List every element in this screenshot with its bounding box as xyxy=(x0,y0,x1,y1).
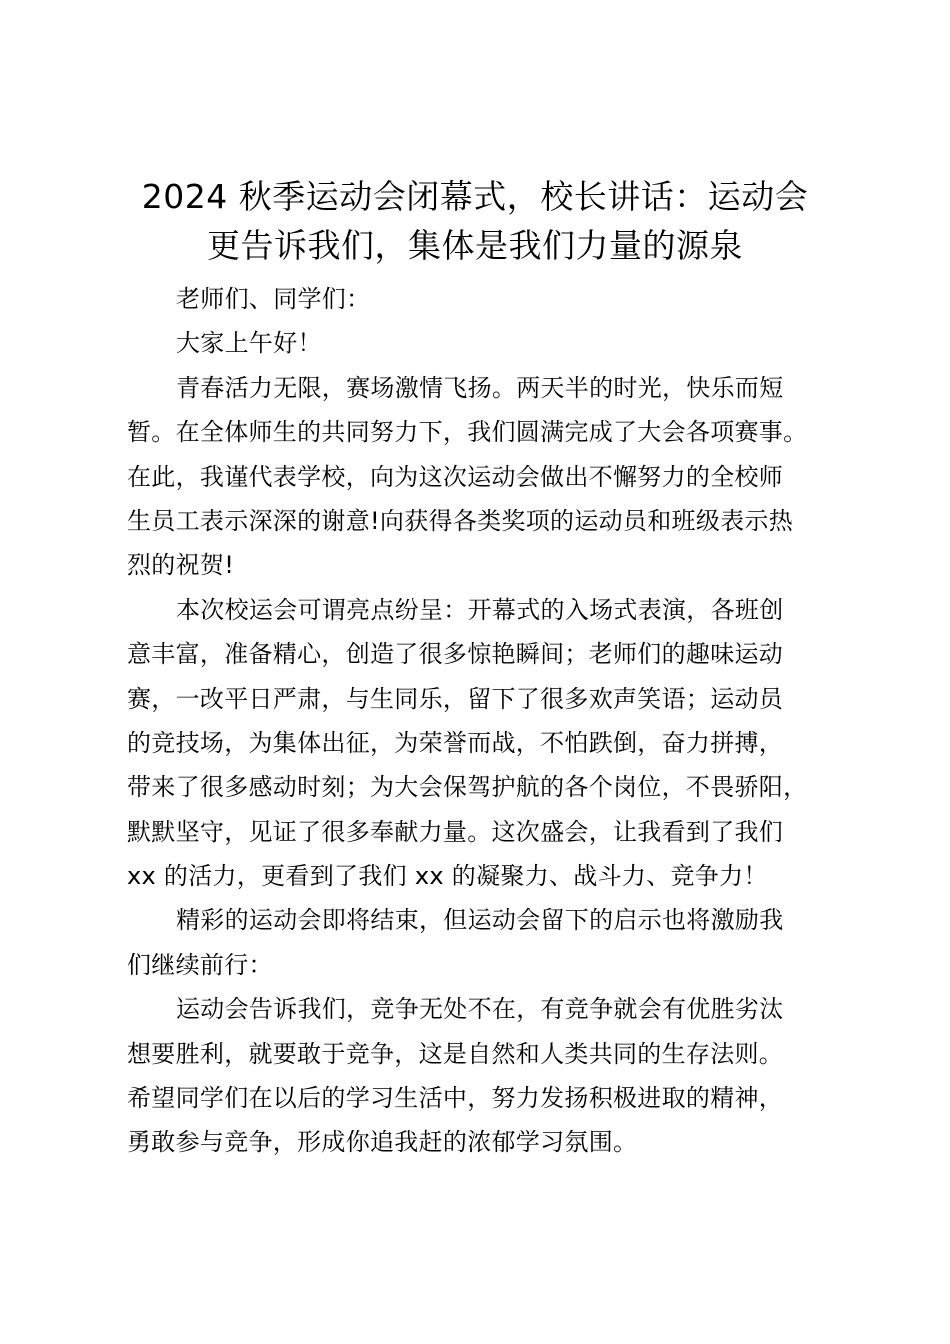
paragraph-1-line: 生员工表示深深的谢意!向获得各类奖项的运动员和班级表示热 xyxy=(127,506,794,535)
paragraph-4-line: 想要胜利，就要敢于竞争，这是自然和人类共同的生存法则。 xyxy=(127,1039,784,1068)
paragraph-2-line: 默默坚守，见证了很多奉献力量。这次盛会，让我看到了我们 xyxy=(127,817,784,846)
document-title xyxy=(100,172,850,270)
paragraph-4-line: 运动会告诉我们，竞争无处不在，有竞争就会有优胜劣汰 xyxy=(176,995,784,1024)
paragraph-4-line: 勇敢参与竞争，形成你追我赶的浓郁学习氛围。 xyxy=(127,1128,638,1157)
greeting-line: 大家上午好！ xyxy=(176,329,322,358)
paragraph-2-line: 带来了很多感动时刻；为大会保驾护航的各个岗位，不畏骄阳， xyxy=(127,773,808,802)
paragraph-1-line: 暂。在全体师生的共同努力下，我们圆满完成了大会各项赛事。 xyxy=(127,418,808,447)
title-line-2: 更告诉我们，集体是我们力量的源泉 xyxy=(207,226,743,265)
paragraph-2-line: 赛，一改平日严肃，与生同乐，留下了很多欢声笑语；运动员 xyxy=(127,684,784,713)
document-body xyxy=(127,277,867,1165)
paragraph-1-line: 在此，我谨代表学校，向为这次运动会做出不懈努力的全校师 xyxy=(127,462,784,491)
salutation-line: 老师们、同学们： xyxy=(176,285,371,313)
paragraph-4-line: 希望同学们在以后的学习生活中，努力发扬积极进取的精神， xyxy=(127,1084,784,1113)
paragraph-2-line: 的竞技场，为集体出征，为荣誉而战，不怕跌倒，奋力拼搏， xyxy=(127,728,784,757)
paragraph-1-line: 青春活力无限，赛场激情飞扬。两天半的时光，快乐而短 xyxy=(176,373,784,402)
paragraph-3-line: 精彩的运动会即将结束，但运动会留下的启示也将激励我 xyxy=(176,906,784,935)
title-line-1: 2024 秋季运动会闭幕式，校长讲话：运动会 xyxy=(141,177,809,216)
paragraph-2-line: xx 的活力，更看到了我们 xx 的凝聚力、战斗力、竞争力！ xyxy=(127,862,768,891)
paragraph-2-line: 本次校运会可谓亮点纷呈：开幕式的入场式表演，各班创 xyxy=(176,595,784,624)
paragraph-2-line: 意丰富，准备精心，创造了很多惊艳瞬间；老师们的趣味运动 xyxy=(127,640,784,669)
paragraph-3-line: 们继续前行： xyxy=(127,950,273,979)
paragraph-1-line: 烈的祝贺! xyxy=(127,551,235,580)
